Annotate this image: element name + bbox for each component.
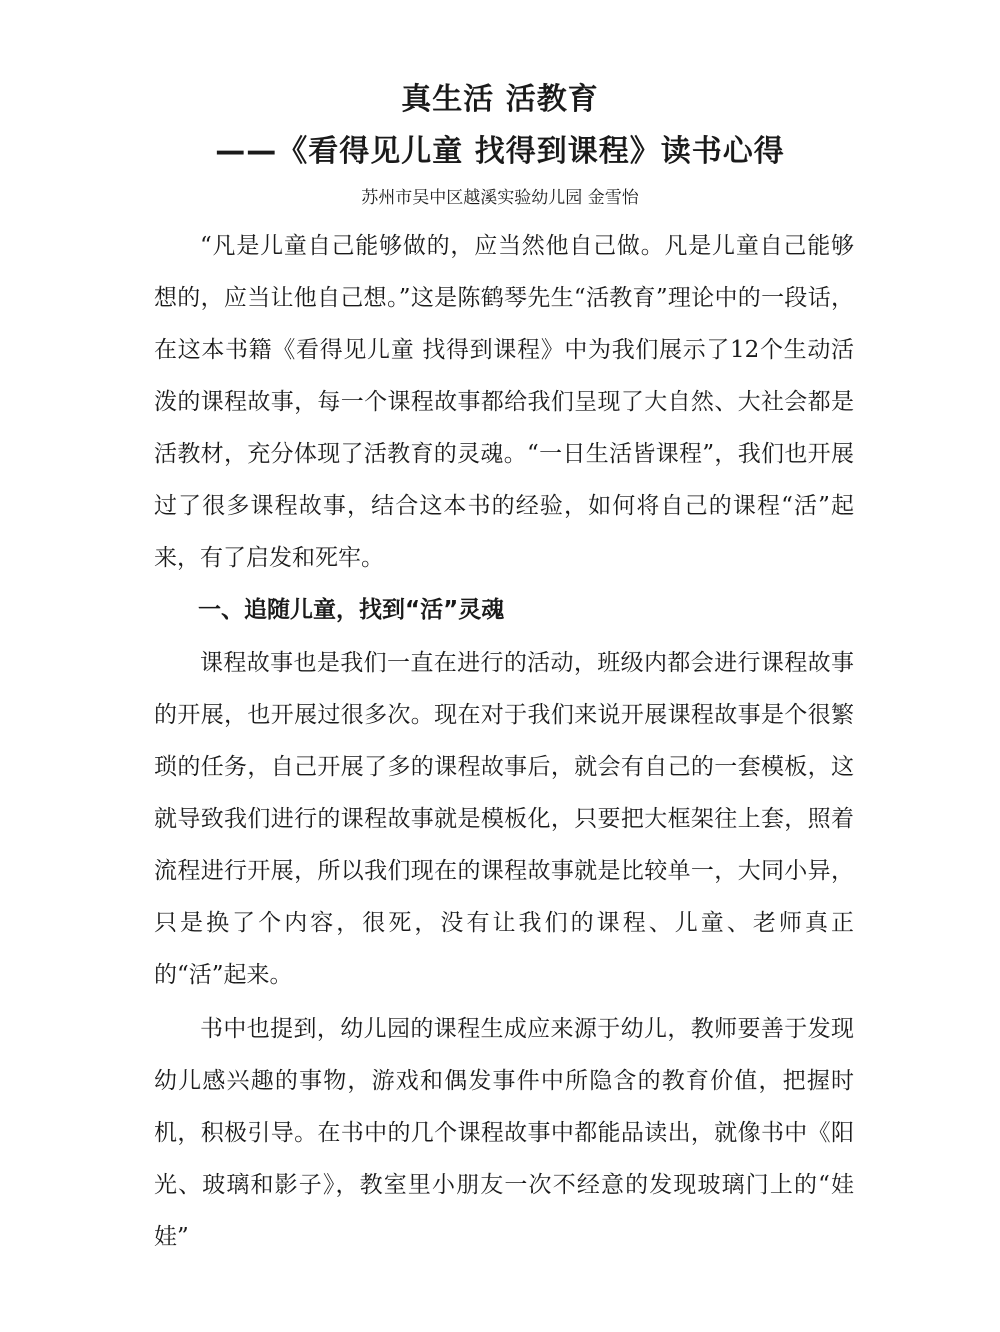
paragraph-section-1: 课程故事也是我们一直在进行的活动，班级内都会进行课程故事的开展，也开展过很多次。现在对于我们来说开展课程故事是个很繁琐的任务，自己开展了多的课程故事后，就会有自己的一套模板，这就导致我们进行的课程故事就是模板化，只要把大框架往上套，照着流程进行开展，所以我们现在的课程故事就是比较单一，大同小异，只是换了个内容，很死，没有让我们的课程、儿童、老师真正的“活”起来。 xyxy=(154,650,854,988)
paragraph-intro: “凡是儿童自己能够做的，应当然他自己做。凡是儿童自己能够想的，应当让他自己想。”这是陈鹤琴先生“活教育”理论中的一段话，在这本书籍《看得见儿童 找得到课程》中为我们展示了12个生动活泼的课程故事，每一个课程故事都给我们呈现了大自然、大社会都是活教材，充分体现了活教育的灵魂。“一日生活皆课程”，我们也开展过了很多课程故事，结合这本书的经验，如何将自己的课程“活”起来，有了启发和死牢。 xyxy=(154,233,854,571)
paragraph-section-2: 书中也提到，幼儿园的课程生成应来源于幼儿，教师要善于发现幼儿感兴趣的事物，游戏和偶发事件中所隐含的教育价值，把握时机，积极引导。在书中的几个课程故事中都能品读出，就像书中《阳光、玻璃和影子》，教室里小朋友一次不经意的发现玻璃门上的“娃娃” xyxy=(154,1016,854,1250)
document-subtitle: ——《看得见儿童 找得到课程》读书心得 xyxy=(215,134,785,169)
section-heading: 一、追随儿童，找到“活”灵魂 xyxy=(198,597,505,623)
author-line: 苏州市吴中区越溪实验幼儿园 金雪怡 xyxy=(361,188,639,208)
document-title: 真生活 活教育 xyxy=(401,82,599,117)
